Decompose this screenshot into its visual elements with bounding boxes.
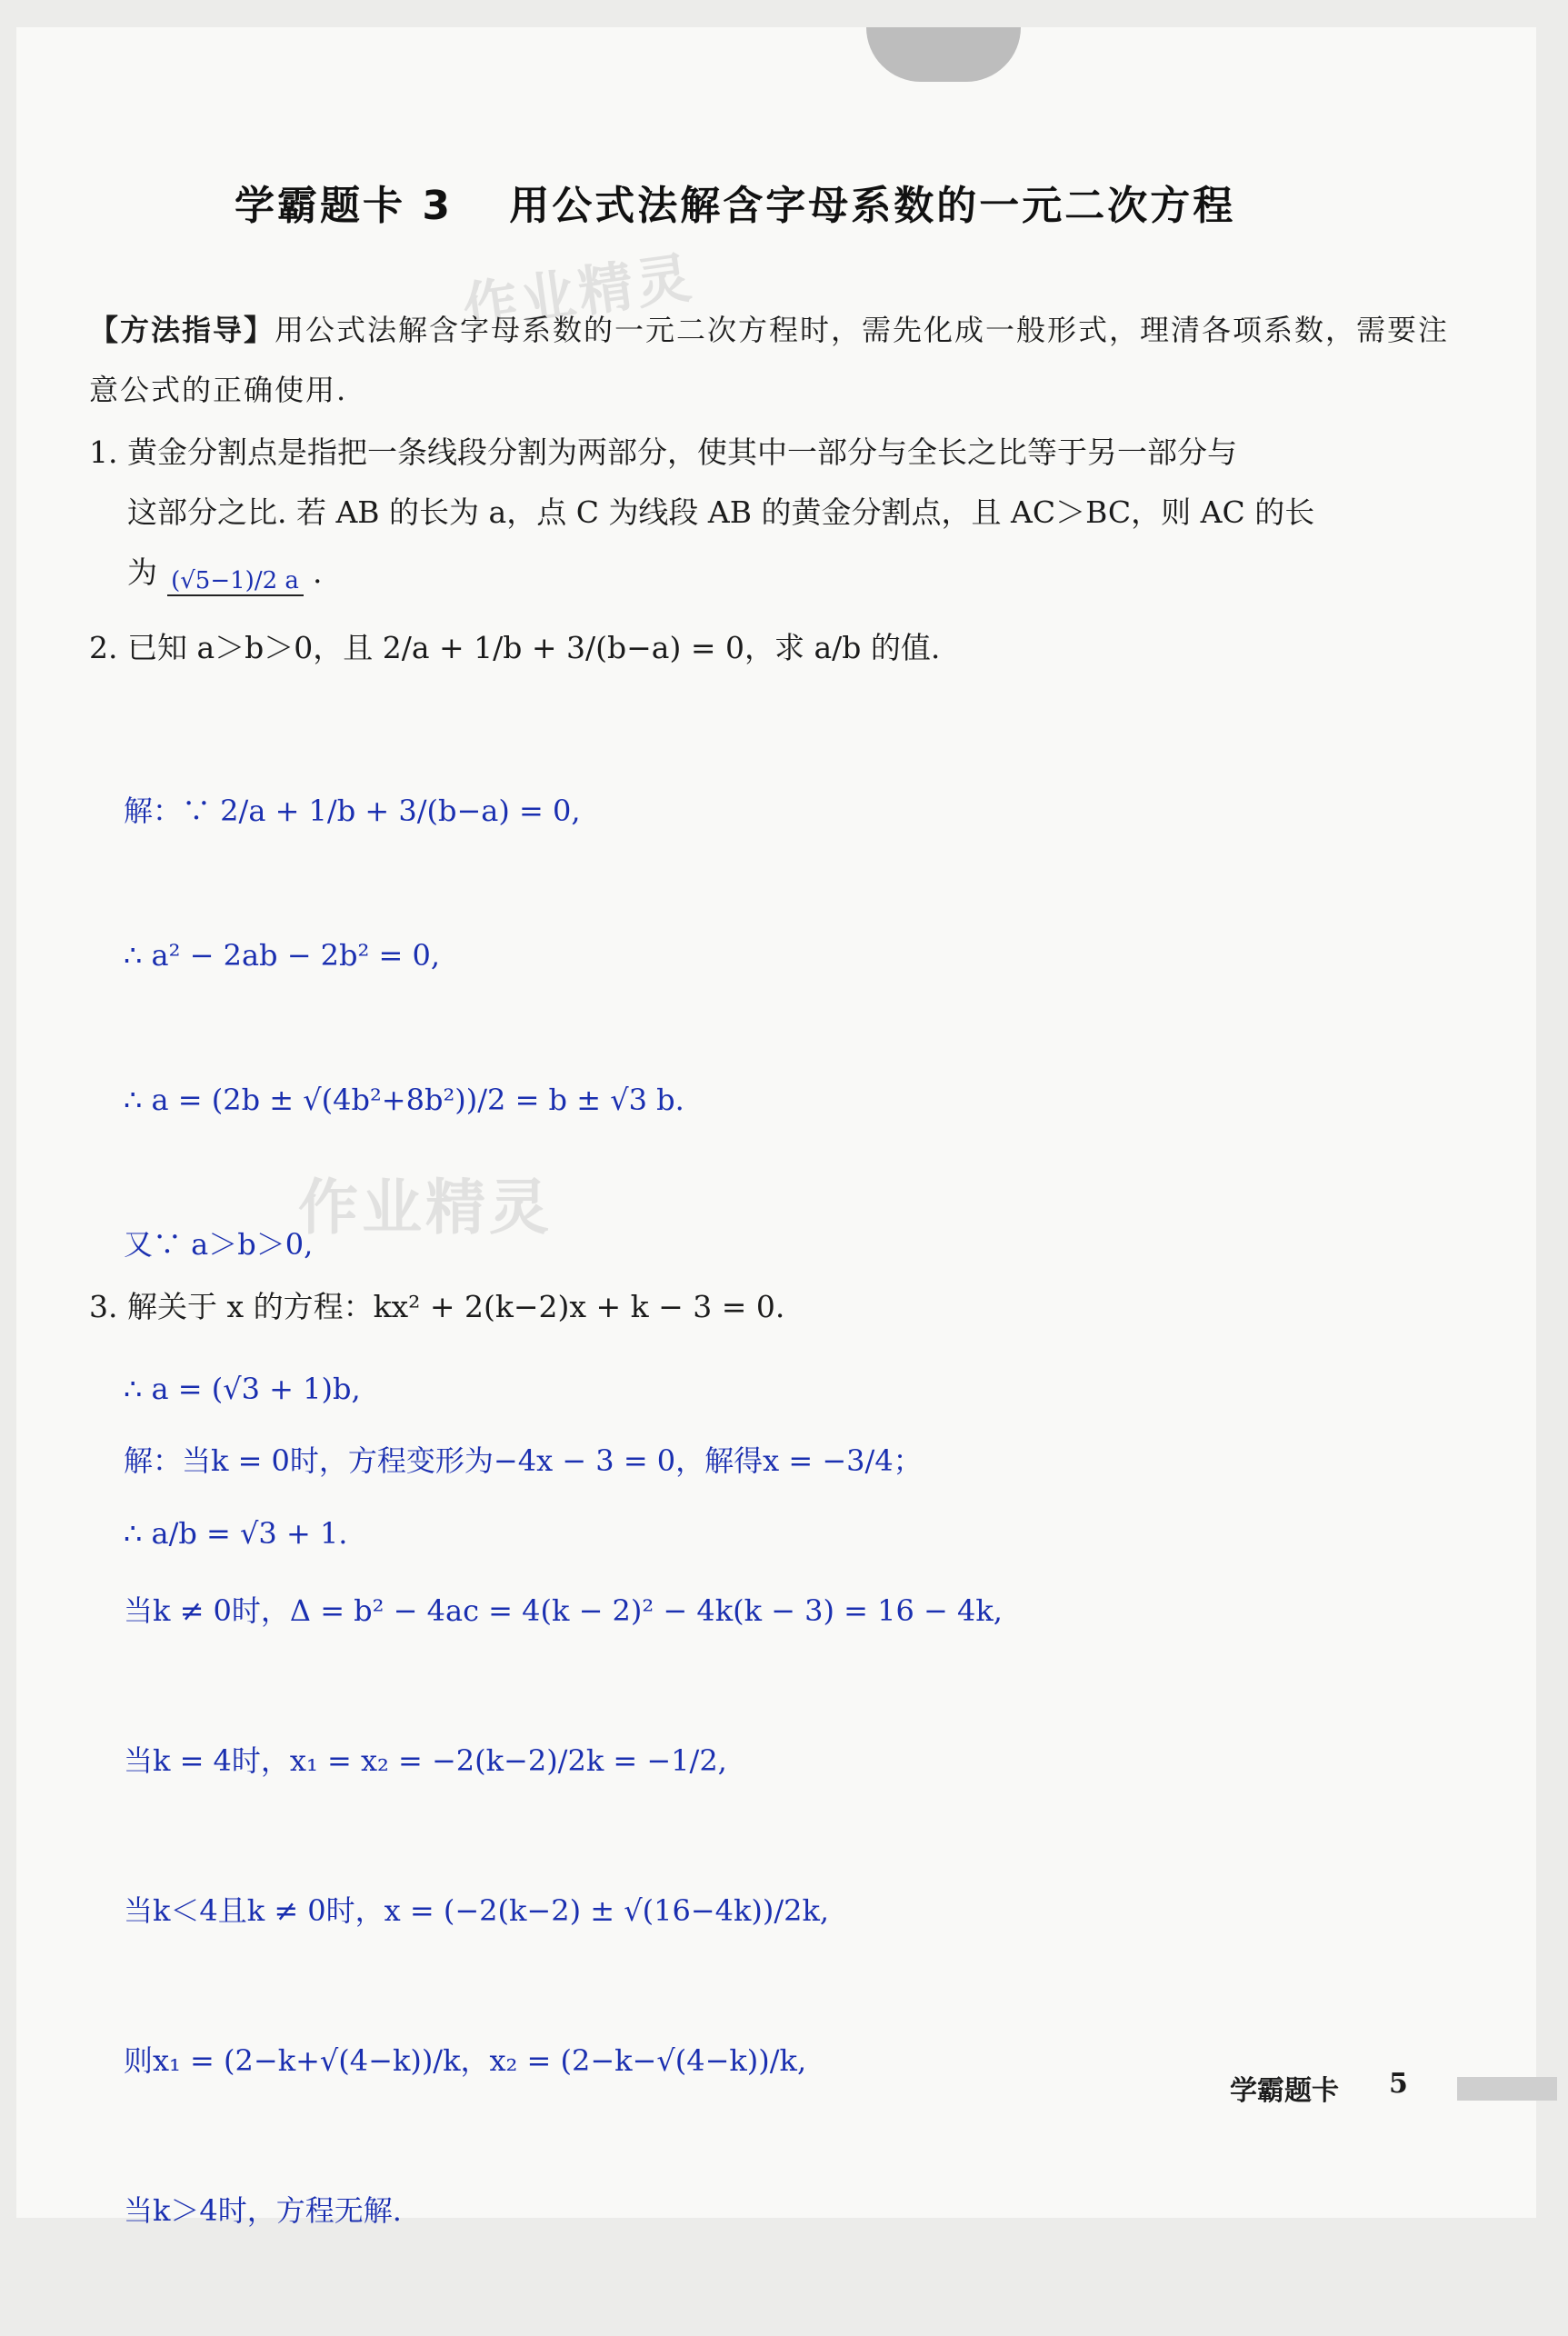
solution-line: 解：∵ 2/a + 1/b + 3/(b−a) = 0, [124,794,581,828]
footer-label: 学霸题卡 [1230,2075,1339,2107]
solution-line: ∴ a = (√3 + 1)b, [124,1372,361,1406]
question-3-stem: 3. 解关于 x 的方程：kx² + 2(k−2)x + k − 3 = 0. [89,1289,785,1324]
question-1-line-3 [89,543,1471,603]
solution-line: ∴ a/b = √3 + 1. [124,1516,348,1551]
solution-line: 解：当k = 0时，方程变形为−4x − 3 = 0，解得x = −3/4； [124,1443,923,1478]
page-title [235,173,1235,231]
method-guide-tag: 【方法指导】 [89,313,275,347]
solution-line: 当k = 4时，x₁ = x₂ = −2(k−2)/2k = −1/2, [124,1743,727,1778]
question-3-solution [124,1336,1003,2336]
question-1-suffix: . [313,554,323,590]
solution-line: ∴ a² − 2ab − 2b² = 0, [124,938,441,973]
solution-line: 则x₁ = (2−k+√(4−k))/k，x₂ = (2−k−√(4−k))/k, [124,2043,807,2078]
solution-line: 当k ≠ 0时，Δ = b² − 4ac = 4(k − 2)² − 4k(k − 3) = 16 − 4k, [124,1593,1003,1628]
solution-line: 当k＜4且k ≠ 0时，x = (−2(k−2) ± √(16−4k))/2k, [124,1893,830,1928]
method-guide [89,300,1471,420]
method-guide-text: 用公式法解含字母系数的一元二次方程时，需先化成一般形式，理清各项系数，需要注意公式的正确使用. [89,313,1450,407]
solution-line: ∴ a = (2b ± √(4b²+8b²))/2 = b ± √3 b. [124,1083,684,1117]
watermark: 作业精灵 [459,245,699,342]
question-1-prefix: 为 [127,554,157,590]
solution-line: 当k＞4时，方程无解. [124,2193,402,2228]
title-text: 用公式法解含字母系数的一元二次方程 [509,183,1236,229]
solution-line: 又∵ a＞b＞0, [124,1227,314,1262]
question-1-line-2: 这部分之比. 若 AB 的长为 a，点 C 为线段 AB 的黄金分割点，且 AC＞BC，则 AC 的长 [127,494,1315,530]
question-1-answer: (√5−1)/2 a [167,567,304,596]
title-card-number: 学霸题卡 3 [235,183,453,229]
question-2-stem: 2. 已知 a＞b＞0，且 2/a + 1/b + 3/(b−a) = 0，求 a/b 的值. [89,630,941,665]
page-number: 5 [1389,2068,1408,2100]
top-tab-decoration [866,27,1021,82]
watermark: 作业精灵 [298,1173,553,1243]
question-1-line-1: 1. 黄金分割点是指把一条线段分割为两部分，使其中一部分与全长之比等于另一部分与 [89,434,1237,470]
question-1 [89,423,1471,603]
footer-decoration-bar [1457,2077,1557,2101]
worksheet-page [16,27,1536,2228]
